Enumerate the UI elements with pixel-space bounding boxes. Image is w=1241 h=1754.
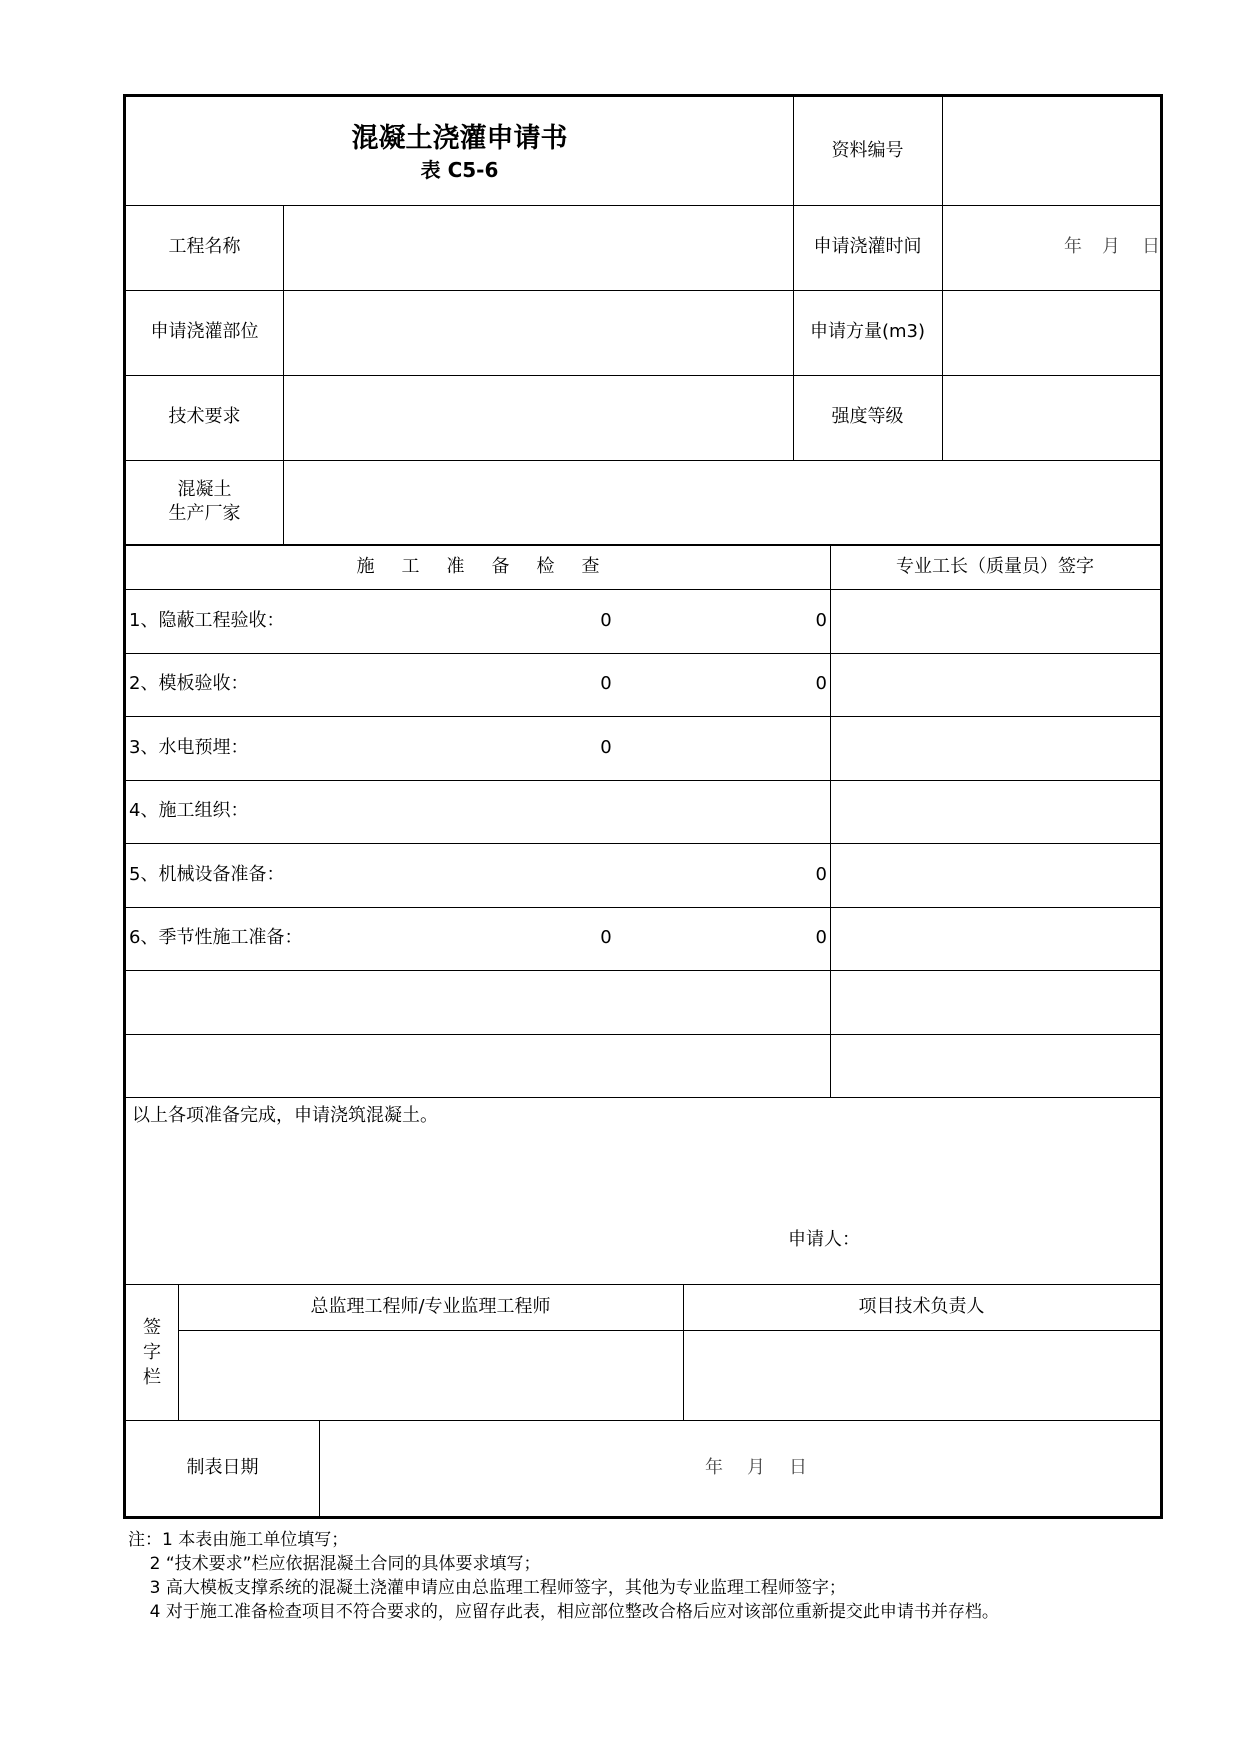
form-date-month: 月 (747, 1456, 765, 1478)
sign-header: 专业工长（质量员）签字 (896, 556, 1094, 578)
pour-volume-label: 申请方量(m3) (809, 321, 926, 343)
pour-time-label: 申请浇灌时间 (813, 236, 922, 258)
check-item-5-sign[interactable] (830, 843, 1160, 907)
check-item-4-value-1 (566, 780, 646, 843)
date-month: 月 (1102, 236, 1120, 258)
check-item-blank-2-sign[interactable] (830, 1034, 1160, 1097)
form-notes (128, 1528, 999, 1624)
form-date-day: 日 (789, 1456, 807, 1478)
pour-location-field[interactable] (283, 290, 793, 375)
strength-grade-label: 强度等级 (831, 406, 904, 428)
note-1: 注：1 本表由施工单位填写； (128, 1530, 349, 1550)
project-name-field[interactable] (283, 205, 793, 290)
check-item-1-sign[interactable] (830, 589, 1160, 653)
check-item-5-label: 5、机械设备准备： (129, 863, 285, 885)
check-item-1-label: 1、隐蔽工程验收： (129, 609, 285, 631)
check-item-1-value-1: 0 (600, 609, 612, 631)
doc-no-label: 资料编号 (831, 139, 904, 161)
check-item-blank-2[interactable] (126, 1034, 830, 1097)
concrete-pour-application-form (123, 94, 1163, 1519)
supervisor-sign-field[interactable] (178, 1330, 683, 1420)
pour-location-label: 申请浇灌部位 (150, 321, 259, 343)
date-day: 日 (1142, 236, 1160, 258)
check-item-3-label: 3、水电预埋： (129, 736, 249, 758)
check-item-4-sign[interactable] (830, 780, 1160, 843)
supervisor-header: 总监理工程师/专业监理工程师 (310, 1295, 551, 1317)
check-item-6-sign[interactable] (830, 907, 1160, 970)
tech-lead-sign-field[interactable] (683, 1330, 1160, 1420)
form-date-year: 年 (705, 1456, 723, 1478)
check-item-5-value-2: 0 (815, 863, 827, 885)
form-title: 混凝土浇灌申请书 (351, 122, 568, 154)
applicant-label: 申请人： (788, 1228, 860, 1250)
check-item-3-value-2 (726, 716, 827, 780)
producer-label: 混凝土 生产厂家 (168, 478, 241, 524)
pour-time-field[interactable] (942, 205, 1160, 290)
form-date-label: 制表日期 (186, 1456, 259, 1478)
check-item-6-label: 6、季节性施工准备： (129, 927, 303, 949)
check-item-blank-1-sign[interactable] (830, 970, 1160, 1034)
applicant-field[interactable] (888, 1225, 1148, 1255)
check-item-4-value-2 (726, 780, 827, 843)
check-item-1-value-2: 0 (815, 609, 827, 631)
check-item-3-value-1: 0 (600, 736, 612, 758)
check-item-2-sign[interactable] (830, 653, 1160, 716)
check-item-6-value-1: 0 (600, 927, 612, 949)
tech-lead-header: 项目技术负责人 (858, 1295, 985, 1317)
check-item-6-value-2: 0 (815, 927, 827, 949)
doc-no-field[interactable] (942, 97, 1160, 205)
strength-grade-field[interactable] (942, 375, 1160, 460)
check-item-2-label: 2、模板验收： (129, 673, 249, 695)
check-item-2-value-2: 0 (815, 673, 827, 695)
form-date-field[interactable] (319, 1420, 1160, 1516)
note-2: 2 “技术要求”栏应依据混凝土合同的具体要求填写； (128, 1554, 541, 1574)
check-item-2-value-1: 0 (600, 673, 612, 695)
check-item-3-sign[interactable] (830, 716, 1160, 780)
note-3: 3 高大模板支撑系统的混凝土浇灌申请应由总监理工程师签字，其他为专业监理工程师签字； (128, 1578, 846, 1598)
sign-column-label: 签 字 栏 (143, 1316, 161, 1388)
tech-requirement-field[interactable] (283, 375, 793, 460)
project-name-label: 工程名称 (168, 236, 241, 258)
check-header: 施工准备检查 (356, 556, 627, 578)
check-item-4-label: 4、施工组织： (129, 800, 249, 822)
producer-field[interactable] (283, 460, 1160, 544)
tech-requirement-label: 技术要求 (168, 406, 241, 428)
statement-text: 以上各项准备完成，申请浇筑混凝土。 (132, 1104, 438, 1126)
note-4: 4 对于施工准备检查项目不符合要求的，应留存此表，相应部位整改合格后应对该部位重新提交此申请书并存档。 (128, 1602, 999, 1622)
date-year: 年 (1064, 236, 1082, 258)
check-item-5-value-1 (566, 843, 646, 907)
check-item-blank-1[interactable] (126, 970, 830, 1034)
form-code: 表 C5-6 (420, 157, 499, 182)
rule (126, 1097, 1160, 1098)
pour-volume-field[interactable] (942, 290, 1160, 375)
